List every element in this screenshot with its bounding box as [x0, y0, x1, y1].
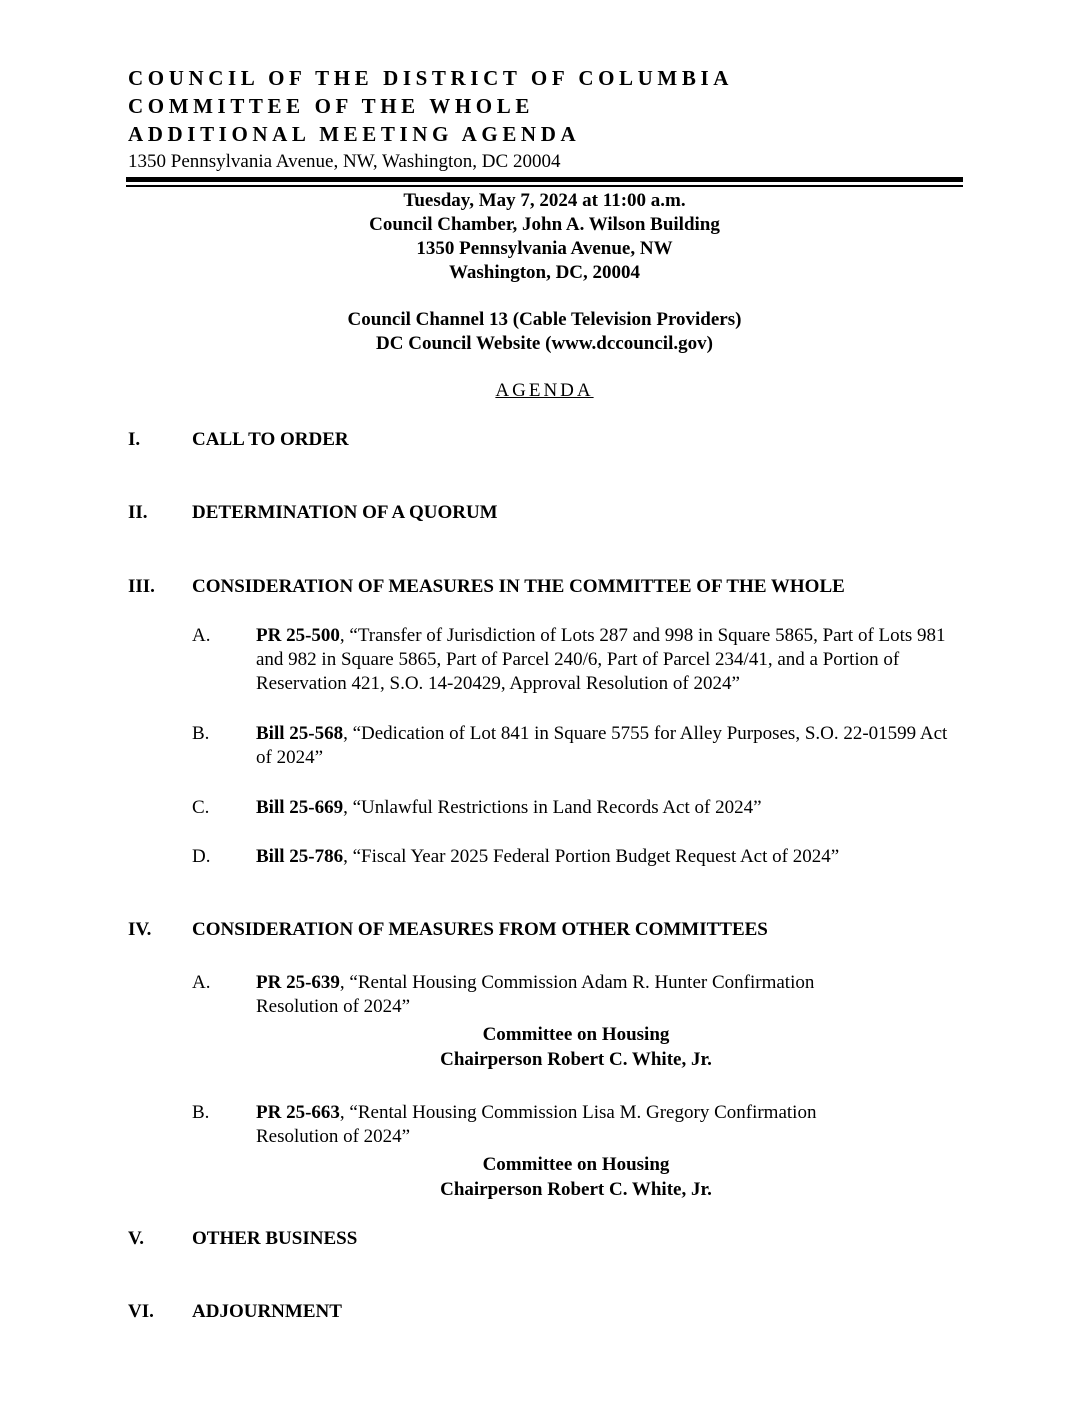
item-title-bill-25-669: , “Unlawful Restrictions in Land Records Act of 2024”: [343, 797, 762, 818]
item-text-bill-25-568: [256, 722, 960, 770]
item-text-pr-25-500: [256, 624, 960, 696]
header-agenda-type: ADDITIONAL MEETING AGENDA: [128, 122, 581, 146]
item-id-pr-25-663: PR 25-663: [256, 1102, 340, 1123]
section-title-quorum: DETERMINATION OF A QUORUM: [192, 502, 498, 523]
meeting-website: DC Council Website (www.dccouncil.gov): [376, 333, 713, 354]
item-letter-4a: A.: [192, 972, 211, 993]
committee-name-4a: Committee on Housing: [482, 1024, 670, 1045]
committee-chair-4b: Chairperson Robert C. White, Jr.: [440, 1179, 712, 1200]
item-id-bill-25-786: Bill 25-786: [256, 846, 344, 867]
item-id-pr-25-500: PR 25-500: [256, 625, 340, 646]
meeting-channel: Council Channel 13 (Cable Television Providers): [347, 309, 742, 330]
header-council: COUNCIL OF THE DISTRICT OF COLUMBIA: [128, 66, 733, 90]
item-title-pr-25-500: , “Transfer of Jurisdiction of Lots 287 and 998 in Square 5865, Part of Lots 981 and 982 in Square 5865, Part of Parcel 240/6, Part of Parcel 234/41, and a Portion of Reservation 421, S.O. 14-20429, Approval Resolution of 2024”: [256, 625, 946, 694]
section-num-4: IV.: [128, 919, 152, 940]
section-title-call-to-order: CALL TO ORDER: [192, 429, 349, 450]
item-text-bill-25-669: [256, 796, 960, 820]
item-text-pr-25-663: [256, 1101, 896, 1149]
committee-name-4b: Committee on Housing: [482, 1154, 670, 1175]
agenda-title: AGENDA: [495, 380, 594, 401]
item-letter-3d: D.: [192, 846, 211, 867]
item-letter-4b: B.: [192, 1102, 210, 1123]
section-title-adjournment: ADJOURNMENT: [192, 1301, 342, 1322]
meeting-datetime: Tuesday, May 7, 2024 at 11:00 a.m.: [403, 190, 686, 211]
section-title-other-business: OTHER BUSINESS: [192, 1228, 358, 1249]
item-id-pr-25-639: PR 25-639: [256, 972, 340, 993]
item-id-bill-25-568: Bill 25-568: [256, 723, 344, 744]
item-letter-3b: B.: [192, 723, 210, 744]
item-title-bill-25-786: , “Fiscal Year 2025 Federal Portion Budget Request Act of 2024”: [343, 846, 840, 867]
header-rule-thick: [126, 177, 963, 182]
meeting-street: 1350 Pennsylvania Avenue, NW: [416, 238, 673, 259]
header-rule-thin: [126, 185, 963, 187]
item-title-bill-25-568: , “Dedication of Lot 841 in Square 5755 for Alley Purposes, S.O. 22-01599 Act of 2024”: [256, 723, 948, 768]
committee-chair-4a: Chairperson Robert C. White, Jr.: [440, 1049, 712, 1070]
section-num-3: III.: [128, 576, 155, 597]
item-title-pr-25-663: , “Rental Housing Commission Lisa M. Gregory Confirmation Resolution of 2024”: [256, 1102, 817, 1147]
section-num-5: V.: [128, 1228, 145, 1249]
section-num-1: I.: [128, 429, 141, 450]
section-title-cow-measures: CONSIDERATION OF MEASURES IN THE COMMITTEE OF THE WHOLE: [192, 576, 845, 597]
item-text-pr-25-639: [256, 971, 896, 1019]
item-title-pr-25-639: , “Rental Housing Commission Adam R. Hunter Confirmation Resolution of 2024”: [256, 972, 815, 1017]
section-num-2: II.: [128, 502, 148, 523]
meeting-location: Council Chamber, John A. Wilson Building: [369, 214, 720, 235]
meeting-city: Washington, DC, 20004: [448, 262, 641, 283]
item-letter-3a: A.: [192, 625, 211, 646]
section-title-other-committees: CONSIDERATION OF MEASURES FROM OTHER COMMITTEES: [192, 919, 768, 940]
header-address: 1350 Pennsylvania Avenue, NW, Washington, DC 20004: [128, 151, 561, 172]
agenda-heading: [126, 379, 963, 403]
section-num-6: VI.: [128, 1301, 154, 1322]
header-committee: COMMITTEE OF THE WHOLE: [128, 94, 534, 118]
item-text-bill-25-786: [256, 845, 960, 869]
item-id-bill-25-669: Bill 25-669: [256, 797, 344, 818]
item-letter-3c: C.: [192, 797, 210, 818]
